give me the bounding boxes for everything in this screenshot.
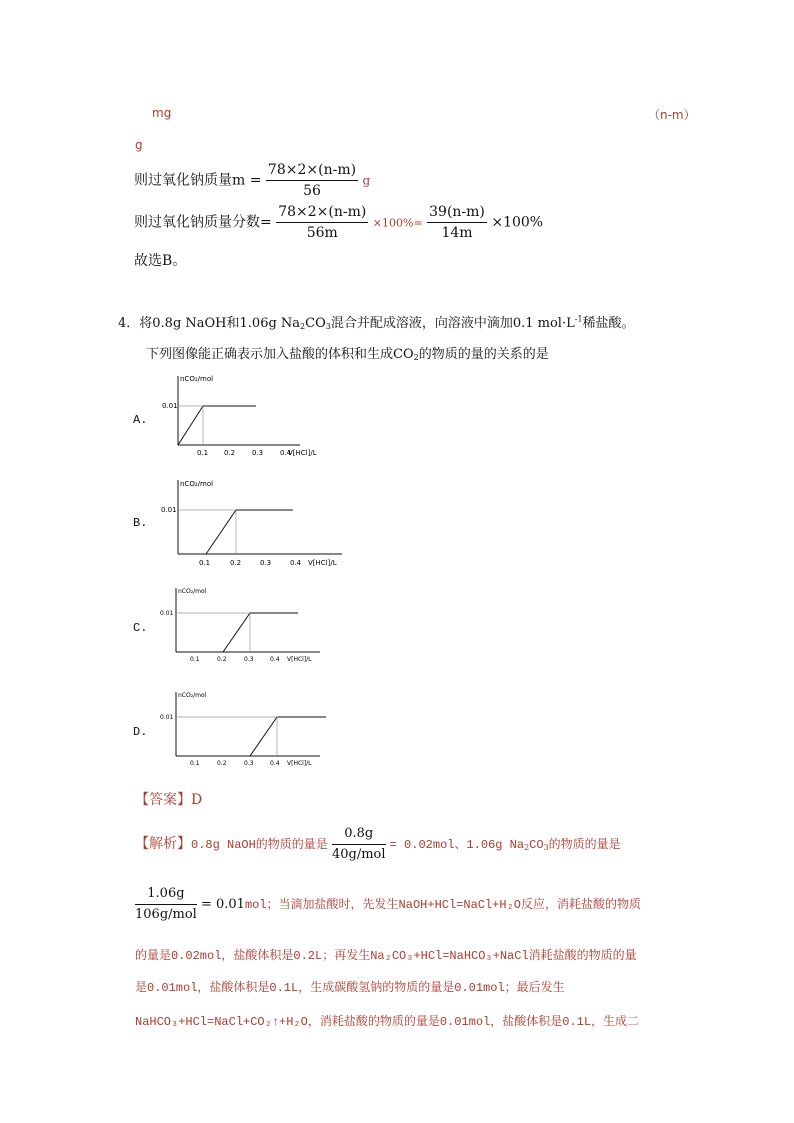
analysis-fraction-1 xyxy=(332,824,386,865)
graph-a-rise-segment xyxy=(178,406,203,445)
question-line-2 xyxy=(146,343,549,362)
question-sub-b: 3 xyxy=(325,322,331,331)
graph-d-xtick-1: 0.1 xyxy=(190,760,200,767)
graph-b-ylabel: nCO₂/mol xyxy=(180,480,214,488)
analysis-line-2 xyxy=(135,884,641,925)
fraction-two-denominator: 14m xyxy=(441,225,473,241)
analysis-text-5: = 0.01 xyxy=(200,897,245,912)
graph-d-xtick-4: 0.4 xyxy=(270,760,280,767)
graph-d-rise-segment xyxy=(250,717,277,756)
graph-c-xtick-2: 0.2 xyxy=(217,656,227,663)
graph-a-ylabel: nCO₂/mol xyxy=(180,375,214,383)
graph-c xyxy=(150,582,330,666)
graph-d-xlabel: V[HCl]/L xyxy=(287,760,312,767)
mass-fraction xyxy=(266,160,358,201)
fraction-two xyxy=(427,202,487,243)
analysis-line-1 xyxy=(135,824,621,865)
graph-b xyxy=(150,474,350,570)
fraction-formula-line xyxy=(134,202,543,243)
graph-c-xlabel: V[HCl]/L xyxy=(287,656,312,663)
mass-fraction-denominator: 56 xyxy=(303,183,321,199)
g-label: g xyxy=(135,138,143,152)
question-text-d: 稀盐酸。 xyxy=(582,316,635,331)
graph-a-xtick-1: 0.1 xyxy=(197,449,209,457)
graph-a-ytick: 0.01 xyxy=(162,402,178,410)
fraction-two-numerator: 39(n-m) xyxy=(427,202,487,223)
graph-b-xlabel: V[HCl]/L xyxy=(308,559,337,567)
analysis-fraction-2 xyxy=(135,884,197,925)
graph-c-ylabel: nCO₂/mol xyxy=(178,588,207,595)
question2-text-b: 的物质的量的关系的是 xyxy=(418,347,549,362)
graph-d-ylabel: nCO₂/mol xyxy=(178,692,207,699)
mass-formula-unit: g xyxy=(362,173,371,188)
n-m-label: （n-m） xyxy=(648,108,696,122)
analysis-text-1: 0.8g NaOH的物质的量是 xyxy=(191,838,328,852)
graph-b-ytick: 0.01 xyxy=(161,506,177,514)
graph-b-xtick-3: 0.3 xyxy=(260,559,272,567)
analysis-fraction-1-numerator: 0.8g xyxy=(332,824,386,845)
question2-sub: 2 xyxy=(413,353,419,362)
question-text-c: 混合并配成溶液，向溶液中滴加0.1 mol·L xyxy=(330,316,575,331)
option-c-label: C. xyxy=(133,621,148,635)
mass-formula-prefix: 则过氧化钠质量m = xyxy=(134,172,262,189)
analysis-fraction-2-numerator: 1.06g xyxy=(135,884,197,905)
fraction-one-numerator: 78×2×(n-m) xyxy=(276,202,368,223)
graph-d-ytick: 0.01 xyxy=(160,714,174,721)
graph-c-xtick-1: 0.1 xyxy=(190,656,200,663)
graph-c-xtick-3: 0.3 xyxy=(244,656,254,663)
graph-a-xtick-4: 0.4 xyxy=(280,449,292,457)
graph-d-xtick-2: 0.2 xyxy=(217,760,227,767)
choose-line: 故选B。 xyxy=(134,253,187,269)
option-d-label: D. xyxy=(133,725,148,739)
analysis-line-4: 是0.01mol，盐酸体积是0.1L，生成碳酸氢钠的物质的量是0.01mol；最后发生 xyxy=(135,981,565,995)
graph-b-xtick-1: 0.1 xyxy=(199,559,211,567)
option-b-label: B. xyxy=(133,516,148,530)
fraction-one xyxy=(276,202,368,243)
graph-c-ytick: 0.01 xyxy=(160,610,174,617)
question-sup: -1 xyxy=(574,314,583,324)
answer-label: 【答案】 xyxy=(135,792,191,808)
analysis-text-2: = 0.02mol、1.06g Na xyxy=(389,838,525,852)
analysis-sub-1: 2 xyxy=(524,843,530,852)
answer-line xyxy=(135,789,202,809)
analysis-fraction-1-denominator: 40g/mol xyxy=(331,847,386,862)
graph-a-xtick-3: 0.3 xyxy=(252,449,264,457)
analysis-text-3: CO xyxy=(529,838,544,852)
graph-d xyxy=(150,686,330,770)
question2-text-a: 下列图像能正确表示加入盐酸的体积和生成CO xyxy=(146,347,414,362)
fraction-formula-prefix: 则过氧化钠质量分数= xyxy=(134,214,272,231)
fraction-one-denominator: 56m xyxy=(306,225,338,241)
fraction-formula-suffix: ×100% xyxy=(491,214,544,231)
analysis-label: 【解析】 xyxy=(135,836,191,852)
mass-fraction-numerator: 78×2×(n-m) xyxy=(266,160,358,181)
analysis-line-3: 的量是0.02mol，盐酸体积是0.2L；再发生Na₂CO₃+HCl=NaHCO₃+NaCl消耗盐酸的物质的量 xyxy=(135,949,637,963)
question-sub-a: 2 xyxy=(300,322,306,331)
analysis-text-4: 的物质的量是 xyxy=(548,838,621,852)
graph-a-xlabel: V[HCl]/L xyxy=(288,449,317,457)
graph-c-xtick-4: 0.4 xyxy=(270,656,280,663)
graph-b-xtick-2: 0.2 xyxy=(230,559,242,567)
graph-a-xtick-2: 0.2 xyxy=(224,449,236,457)
answer-value: D xyxy=(191,792,203,808)
fraction-formula-mid: ×100%= xyxy=(372,216,423,230)
graph-b-rise-segment xyxy=(206,510,236,554)
question-text-a: 4．将0.8g NaOH和1.06g Na xyxy=(118,316,301,331)
question-text-b: CO xyxy=(305,316,326,331)
analysis-sub-2: 3 xyxy=(543,843,549,852)
question-line-1 xyxy=(118,312,635,331)
graph-c-rise-segment xyxy=(223,613,250,652)
graph-a xyxy=(150,368,320,460)
mg-label: mg xyxy=(152,106,172,120)
analysis-line-5: NaHCO₃+HCl=NaCl+CO₂↑+H₂O，消耗盐酸的物质的量是0.01mol，盐酸体积是0.1L，生成二 xyxy=(135,1015,640,1029)
graph-d-xtick-3: 0.3 xyxy=(244,760,254,767)
analysis-text-6: mol；当滴加盐酸时，先发生NaOH+HCl=NaCl+H₂O反应，消耗盐酸的物质 xyxy=(244,898,641,912)
option-a-label: A. xyxy=(133,413,148,427)
graph-b-xtick-4: 0.4 xyxy=(290,559,302,567)
analysis-fraction-2-denominator: 106g/mol xyxy=(135,907,197,922)
mass-formula-line xyxy=(134,160,370,201)
